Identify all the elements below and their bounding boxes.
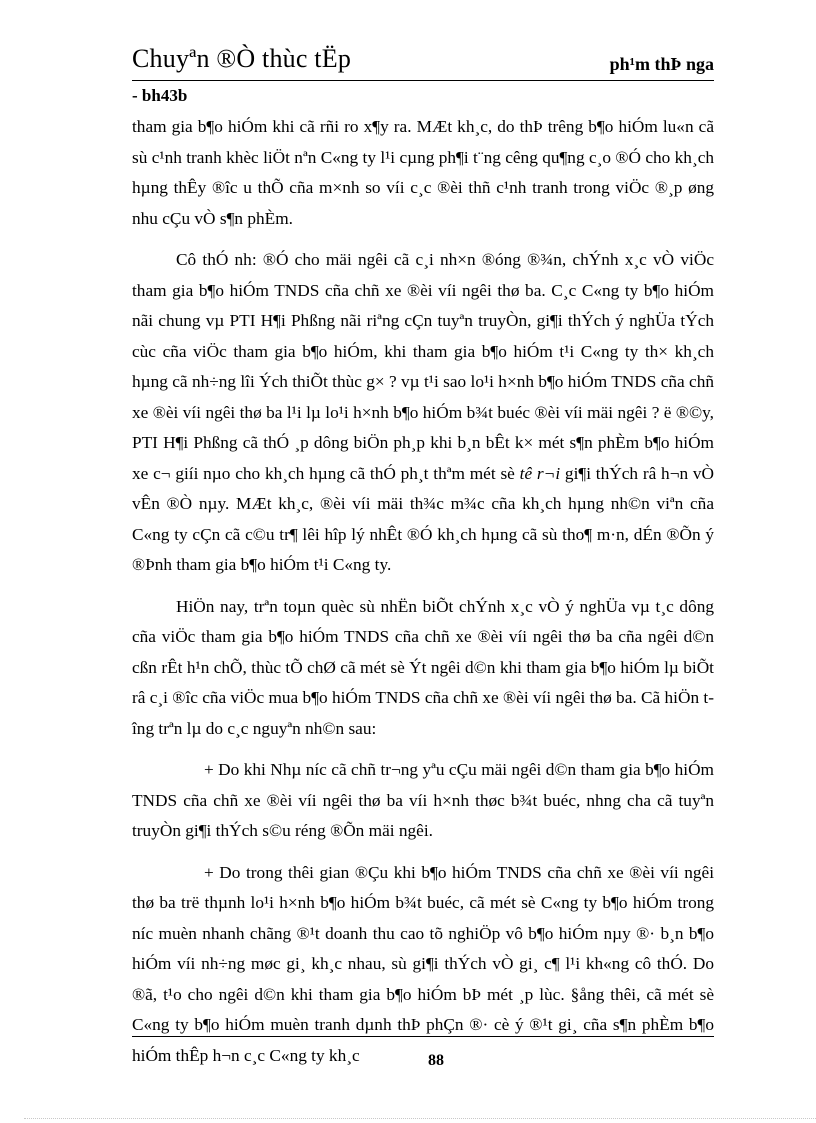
- paragraph-5-text: + Do trong thêi gian ®Çu khi b¶o hiÓm TNDS cña chñ xe ®èi víi ngêi thø ba trë thµnh lo¹i h×nh b¶o hiÓm b¾t buéc, cã mét sè C«ng ty b¶o hiÓm trong níc muèn nhanh chãng ®¹t doanh thu cao tõ nghiÖp vô b¶o hiÓm nµy ®· b¸n b¶o hiÓm víi nh÷ng møc gi¸ kh¸c nhau, sù gi¶i thÝch vÒ gi¸ c¶ l¹i kh«ng cô thÓ. Do ®ã, t¹o cho ngêi d©n khi tham gia b¶o hiÓm bÞ mét ¸p lùc. §ång thêi, cã mét sè C«ng ty b¶o hiÓm muèn tranh dµnh thÞ phÇn ®· cè ý ®¹t gi¸ cña s¶n phÈm b¶o hiÓm thÊp h¬n c¸c C«ng ty kh¸c: [132, 862, 714, 1065]
- body-text: [132, 112, 714, 1071]
- paragraph-5: [132, 858, 714, 1072]
- paragraph-1: [132, 112, 714, 234]
- paragraph-2-italic: tê r¬i: [519, 463, 561, 483]
- paragraph-1-text: tham gia b¶o hiÓm khi cã rñi ro x¶y ra. MÆt kh¸c, do thÞ trêng b¶o hiÓm lu«n cã sù c¹nh tranh khèc liÖt nªn C«ng ty l¹i cµng ph¶i t¨ng cêng qu¶ng c¸o ®Ó cho kh¸ch hµng thÊy ®îc u thÕ cña m×nh so víi c¸c ®èi thñ c¹nh tranh trong viÖc ®¸p øng nhu cÇu vÒ s¶n phÈm.: [132, 117, 714, 228]
- paragraph-4: [132, 755, 714, 847]
- paragraph-3: [132, 592, 714, 745]
- header-title: Chuyªn ®Ò thùc tËp: [132, 44, 352, 73]
- header-divider: [132, 80, 714, 81]
- paragraph-2: [132, 245, 714, 581]
- page-number: 88: [428, 1052, 444, 1069]
- paragraph-2-after: gi¶i thÝch râ h¬n vÒ vÊn ®Ò nµy. MÆt kh¸c, ®èi víi mäi th¾c m¾c cña kh¸ch hµng nh©n viªn cña C«ng ty cÇn cã c©u tr¶ lêi hîp lý nhÊt ®Ó kh¸ch hµng cã sù tho¶ m·n, dÉn ®Õn ý ®Þnh tham gia b¶o hiÓm t¹i C«ng ty.: [132, 463, 715, 574]
- header-code: - bh43b: [132, 86, 188, 105]
- header-author: ph¹m thÞ nga: [609, 54, 714, 74]
- footer-divider: [132, 1036, 714, 1037]
- paragraph-4-text: + Do khi Nhµ níc cã chñ tr¬ng yªu cÇu mäi ngêi d©n tham gia b¶o hiÓm TNDS cña chñ xe ®èi víi ngêi thø ba víi h×nh thøc b¾t buéc, nhng cha cã tuyªn truyÒn gi¶i thÝch s©u réng ®Õn mäi ngêi.: [132, 760, 714, 840]
- page-bottom-edge: [24, 1118, 816, 1119]
- paragraph-3-text: HiÖn nay, trªn toµn quèc sù nhËn biÕt chÝnh x¸c vÒ ý nghÜa vµ t¸c dông cña viÖc tham gia b¶o hiÓm TNDS cña chñ xe ®èi víi ngêi thø ba cña ngêi d©n cßn rÊt h¹n chÕ, thùc tÕ chØ cã mét sè Ýt ngêi d©n khi tham gia b¶o hiÓm lµ biÕt râ c¸i ®îc cña viÖc mua b¶o hiÓm TNDS cña chñ xe ®èi víi ngêi thø ba. Cã hiÖn tîng trªn lµ do c¸c nguyªn nh©n sau:: [132, 596, 714, 738]
- paragraph-2-text: Cô thÓ nh: ®Ó cho mäi ngêi cã c¸i nh×n ®óng ®¾n, chÝnh x¸c vÒ viÖc tham gia b¶o hiÓm TNDS cña chñ xe ®èi víi ngêi thø ba. C¸c C«ng ty b¶o hiÓm nãi chung vµ PTI H¶i Phßng nãi riªng cÇn tuyªn truyÒn, gi¶i thÝch ý nghÜa tÝch cùc cña viÖc tham gia b¶o hiÓm, khi tham gia b¶o hiÓm t¹i C«ng ty th× kh¸ch hµng cã nh÷ng lîi Ých thiÕt thùc g× ? vµ t¹i sao lo¹i h×nh b¶o hiÓm TNDS cña chñ xe ®èi víi ngêi thø ba l¹i lµ lo¹i h×nh b¶o hiÓm b¾t buéc ®èi víi mäi ngêi ? ë ®©y, PTI H¶i Phßng cã thÓ ¸p dông biÖn ph¸p khi b¸n bÊt k× mét s¶n phÈm b¶o hiÓm xe c¬ giíi nµo cho kh¸ch hµng cã thÓ ph¸t thªm mét sè: [132, 250, 714, 483]
